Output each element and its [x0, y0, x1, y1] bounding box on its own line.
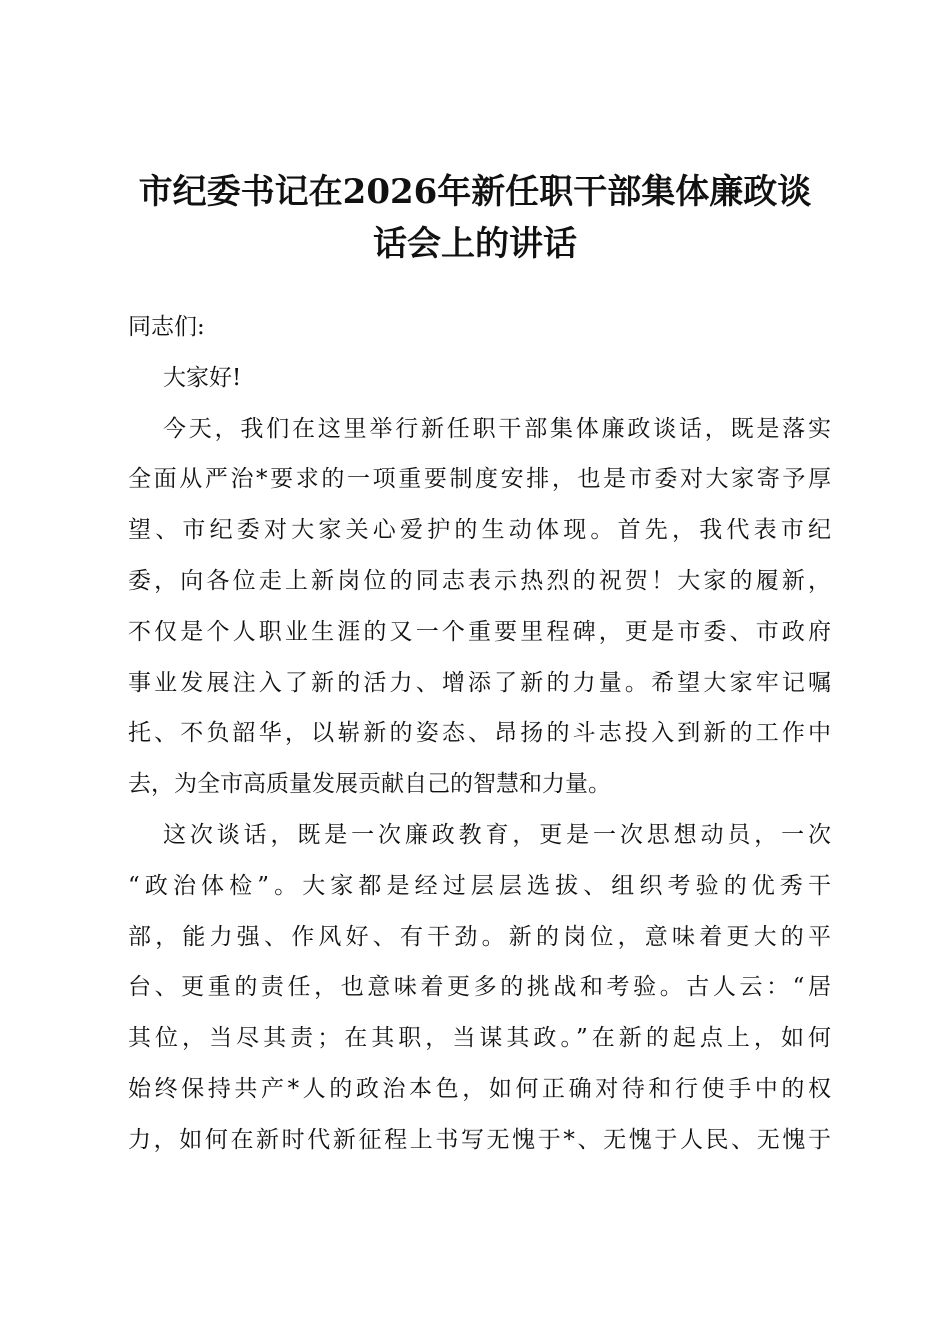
document-body — [128, 302, 831, 1166]
paragraph-line: 望、市纪委对大家关心爱护的生动体现。首先，我代表市纪 — [128, 517, 831, 544]
title-line: 市纪委书记在2026年新任职干部集体廉政谈 — [138, 172, 812, 212]
paragraph-line: 始终保持共产*人的政治本色，如何正确对待和行使手中的权 — [128, 1075, 831, 1102]
paragraph-line: 全面从严治*要求的一项重要制度安排，也是市委对大家寄予厚 — [128, 466, 831, 493]
paragraph-line: 托、不负韶华，以崭新的姿态、昂扬的斗志投入到新的工作中 — [128, 720, 831, 747]
salutation: 同志们: — [128, 314, 205, 340]
paragraph-line: 这次谈话，既是一次廉政教育，更是一次思想动员，一次 — [163, 821, 831, 848]
paragraph-line: “政治体检”。大家都是经过层层选拔、组织考验的优秀干 — [128, 872, 831, 899]
paragraph-line: 去，为全市高质量发展贡献自己的智慧和力量。 — [128, 771, 611, 798]
paragraph-line: 不仅是个人职业生涯的又一个重要里程碑，更是市委、市政府 — [128, 618, 831, 645]
greeting: 大家好! — [163, 364, 242, 391]
title-line: 话会上的讲话 — [373, 224, 577, 264]
paragraph-line: 事业发展注入了新的活力、增添了新的力量。希望大家牢记嘱 — [128, 669, 831, 696]
paragraph-line: 部，能力强、作风好、有干劲。新的岗位，意味着更大的平 — [128, 923, 831, 950]
document-title — [120, 166, 830, 270]
paragraph-line: 今天，我们在这里举行新任职干部集体廉政谈话，既是落实 — [163, 415, 831, 442]
paragraph-line: 台、更重的责任，也意味着更多的挑战和考验。古人云：“居 — [128, 974, 831, 1001]
paragraph-line: 委，向各位走上新岗位的同志表示热烈的祝贺！大家的履新， — [128, 567, 831, 594]
paragraph-line: 力，如何在新时代新征程上书写无愧于*、无愧于人民、无愧于 — [128, 1126, 831, 1153]
paragraph-line: 其位，当尽其责；在其职，当谋其政。”在新的起点上，如何 — [128, 1025, 831, 1052]
paragraph-2 — [128, 810, 831, 1166]
paragraph-1 — [128, 404, 831, 810]
